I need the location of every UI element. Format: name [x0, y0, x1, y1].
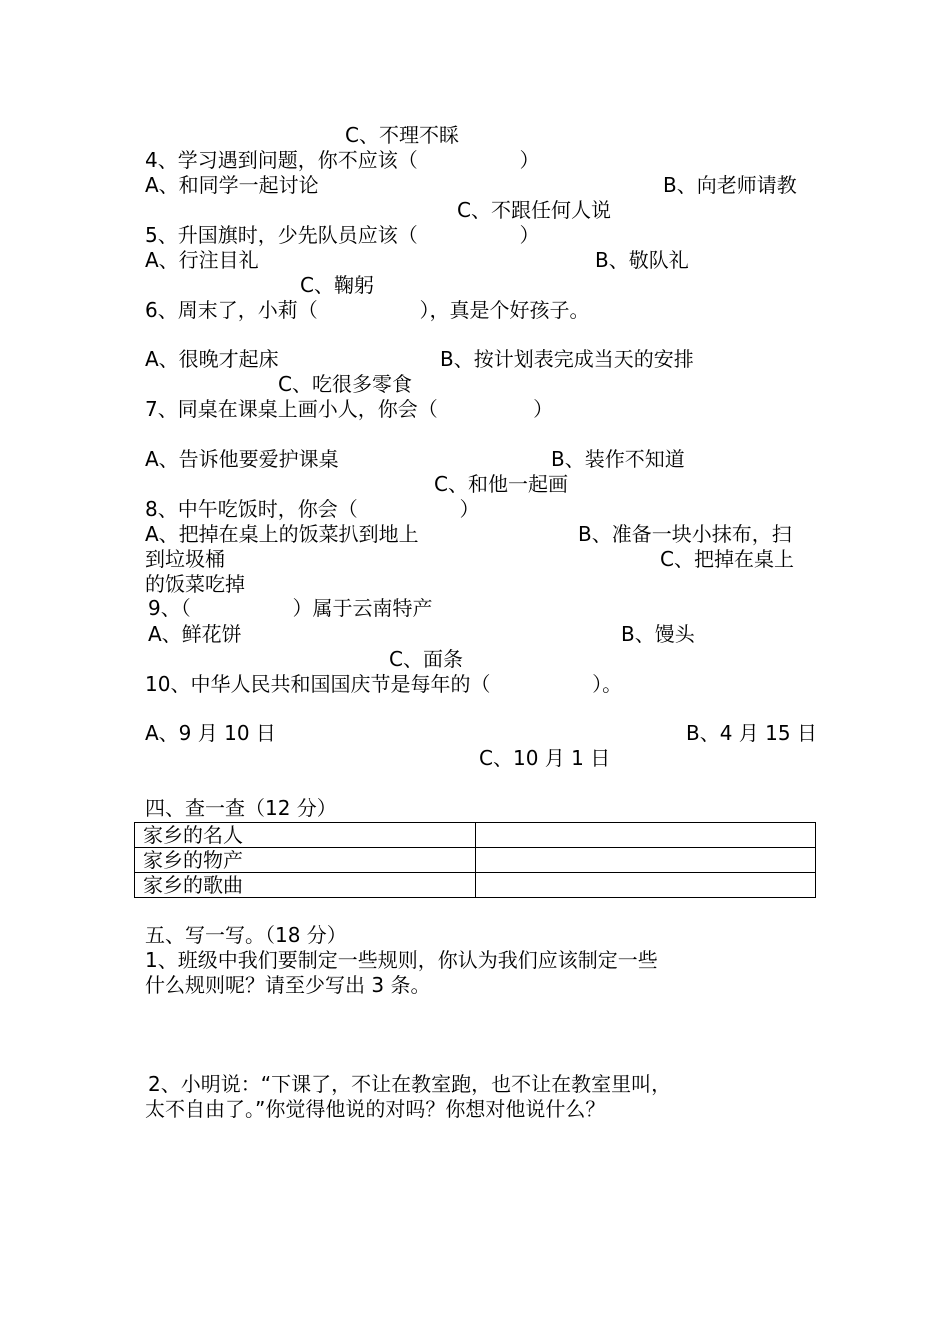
q6-question: 6、周末了，小莉（ ），真是个好孩子。 [145, 298, 590, 322]
q4-option-c: C、不跟任何人说 [457, 198, 611, 222]
q8-option-b-line2: 到垃圾桶 [145, 547, 225, 571]
q4-question: 4、学习遇到问题，你不应该（ ） [145, 148, 540, 172]
section5-title: 五、写一写。（18 分） [145, 923, 347, 947]
q7-option-c: C、和他一起画 [434, 472, 568, 496]
section5-q2-line1: 2、小明说：“下课了，不让在教室跑，也不让在教室里叫， [148, 1072, 672, 1096]
q6-option-a: A、很晚才起床 [145, 347, 279, 371]
q6-option-c: C、吃很多零食 [278, 372, 412, 396]
section5-q2-line2: 太不自由了。”你觉得他说的对吗？你想对他说什么？ [145, 1097, 606, 1121]
q6-option-b: B、按计划表完成当天的安排 [440, 347, 694, 371]
row-answer-cell[interactable] [476, 848, 816, 873]
q5-option-b: B、敬队礼 [595, 248, 689, 272]
row-label: 家乡的物产 [135, 848, 476, 873]
row-label: 家乡的名人 [135, 823, 476, 848]
section5-q1-line2: 什么规则呢？请至少写出 3 条。 [145, 973, 431, 997]
hometown-table [134, 822, 816, 898]
q8-option-c-line2: 的饭菜吃掉 [145, 572, 245, 596]
q5-option-a: A、行注目礼 [145, 248, 259, 272]
q8-option-b-line1: B、准备一块小抹布，扫 [578, 522, 792, 546]
q9-question: 9、（ ）属于云南特产 [148, 596, 433, 620]
q5-option-c: C、鞠躬 [300, 273, 374, 297]
q8-question: 8、中午吃饭时，你会（ ） [145, 497, 480, 521]
q10-option-c: C、10 月 1 日 [479, 746, 611, 770]
q10-option-a: A、9 月 10 日 [145, 721, 276, 745]
q4-option-b: B、向老师请教 [663, 173, 797, 197]
q7-question: 7、同桌在课桌上画小人，你会（ ） [145, 397, 554, 421]
q3-option-c: C、不理不睬 [345, 123, 459, 147]
q5-question: 5、升国旗时，少先队员应该（ ） [145, 223, 540, 247]
table-row [135, 823, 816, 848]
table-row [135, 873, 816, 898]
q9-option-a: A、鲜花饼 [148, 622, 242, 646]
row-label: 家乡的歌曲 [135, 873, 476, 898]
section4-title: 四、查一查（12 分） [145, 796, 337, 820]
q10-question: 10、中华人民共和国国庆节是每年的（ ）。 [145, 672, 623, 696]
row-answer-cell[interactable] [476, 873, 816, 898]
section5-q1-line1: 1、班级中我们要制定一些规则，你认为我们应该制定一些 [145, 948, 658, 972]
q7-option-a: A、告诉他要爱护课桌 [145, 447, 339, 471]
row-answer-cell[interactable] [476, 823, 816, 848]
q4-option-a: A、和同学一起讨论 [145, 173, 319, 197]
q9-option-c: C、面条 [389, 647, 463, 671]
q9-option-b: B、馒头 [621, 622, 695, 646]
q7-option-b: B、装作不知道 [551, 447, 685, 471]
q8-option-c-line1: C、把掉在桌上 [660, 547, 794, 571]
table-row [135, 848, 816, 873]
q8-option-a: A、把掉在桌上的饭菜扒到地上 [145, 522, 419, 546]
q10-option-b: B、4 月 15 日 [686, 721, 817, 745]
